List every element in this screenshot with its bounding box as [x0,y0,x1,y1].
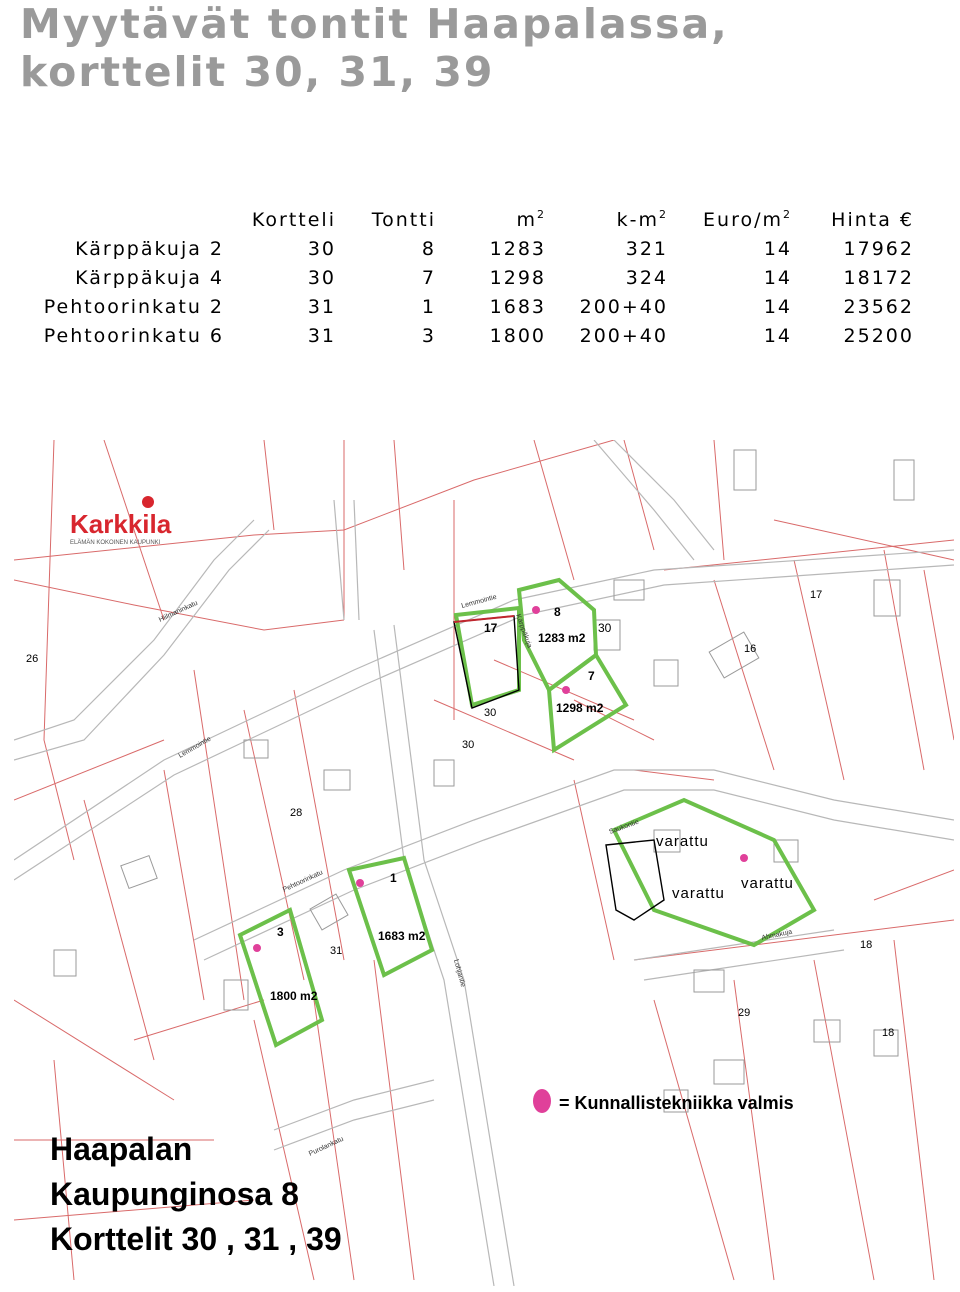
plot-label: 18 [860,939,873,951]
plot-label: 1 [390,871,397,885]
plot-label: 30 [598,621,612,635]
cell-address: Kärppäkuja 2 [75,237,224,260]
plot-outlines [240,580,814,1045]
road-label: Lohjantie [452,958,467,988]
cell-euro-m2: 14 [763,237,792,260]
logo-berry-icon [142,496,154,508]
plot-label: 7 [588,669,595,683]
logo-text: Karkkila [70,509,172,539]
map-caption [50,1131,342,1257]
cell-euro-m2: 14 [763,295,792,318]
reserved-label: varattu [672,885,725,902]
building-footprints [54,450,914,1112]
plot-outline-reserved [614,800,814,945]
map-legend [533,1089,794,1113]
utility-dot [562,686,570,694]
table-row [24,321,914,350]
table-row [24,234,914,263]
header-tontti: Tontti [371,208,436,231]
road-label: Kärppäkuja [514,613,533,649]
plot-label: 26 [26,653,39,665]
cell-hinta: 17962 [843,237,914,260]
road-label: Ahmakuja [760,928,793,942]
plot-area-label: 1283 m2 [538,631,586,645]
table-row [24,263,914,292]
plot-area-label: 1298 m2 [556,701,604,715]
cell-euro-m2: 14 [763,324,792,347]
plot-area-label: 1800 m2 [270,989,318,1003]
plot-label: 29 [738,1007,751,1019]
cell-tontti: 7 [421,266,436,289]
karkkila-logo [70,496,172,546]
road-labels [158,594,793,1158]
plot-label: 18 [882,1027,895,1039]
plot-label: 31 [330,945,343,957]
road-label: Lemmointie [177,735,213,760]
utility-dot [532,606,540,614]
map-drawing [14,440,954,1286]
caption-line1: Haapalan [50,1131,193,1167]
cell-address: Kärppäkuja 4 [75,266,224,289]
cell-m2: 1283 [489,237,546,260]
page-title-line2: korttelit 30, 31, 39 [20,48,495,96]
cell-km2: 321 [625,237,668,260]
cell-km2: 324 [625,266,668,289]
header-hinta: Hinta € [831,208,914,231]
plot-label: 3 [277,925,284,939]
table-header-row [24,205,914,234]
caption-line2: Kaupunginosa 8 [50,1176,299,1212]
road-label: Purolankatu [307,1135,345,1158]
plots-table [24,205,914,350]
road-label: Hiilmaninkatu [157,599,199,624]
caption-line3: Korttelit 30 , 31 , 39 [50,1221,342,1257]
plot-label: 30 [462,739,475,751]
zoning-map [14,440,954,1286]
plot-label: 17 [484,621,498,635]
header-kortteli: Kortteli [251,208,336,231]
road-label: Pehtoorinkatu [281,869,325,894]
reserved-label: varattu [741,875,794,892]
cell-kortteli: 30 [307,237,336,260]
legend-dot-icon [533,1089,551,1113]
header-euro-m2: Euro/$m^2$ [703,208,792,231]
road-label: Lemmointie [460,593,498,610]
page-title-line1: Myytävät tontit Haapalassa, [20,0,729,48]
cell-address: Pehtoorinkatu 6 [43,324,224,347]
cell-address: Pehtoorinkatu 2 [43,295,224,318]
table-row [24,292,914,321]
utility-dot [253,944,261,952]
plot-label: 8 [554,605,561,619]
cell-km2: 200+40 [579,324,668,347]
cell-kortteli: 30 [307,266,336,289]
plot-label: 30 [484,707,497,719]
cell-hinta: 23562 [843,295,914,318]
header-address [24,205,224,234]
cell-km2: 200+40 [579,295,668,318]
reserved-label: varattu [656,833,709,850]
header-km2: $k-m^2$ [616,208,668,231]
cell-tontti: 8 [421,237,436,260]
cell-tontti: 1 [421,295,436,318]
cell-m2: 1800 [489,324,546,347]
cell-m2: 1683 [489,295,546,318]
logo-tagline: ELÄMÄN KOKOINEN KAUPUNKI [70,540,161,546]
cell-kortteli: 31 [307,295,336,318]
cell-hinta: 25200 [843,324,914,347]
plot-label: 28 [290,807,303,819]
header-m2: $m^2$ [516,208,546,231]
legend-text: = Kunnallistekniikka valmis [559,1093,794,1113]
utility-dot [356,879,364,887]
page-title [20,0,729,96]
plot-label: 17 [810,589,823,601]
cell-kortteli: 31 [307,324,336,347]
plot-area-label: 1683 m2 [378,929,426,943]
cell-tontti: 3 [421,324,436,347]
cell-m2: 1298 [489,266,546,289]
utility-dot [740,854,748,862]
plot-label: 16 [744,643,757,655]
cell-euro-m2: 14 [763,266,792,289]
road-label: Saukontie [608,818,640,836]
cell-hinta: 18172 [843,266,914,289]
reserved-outline [454,616,664,920]
